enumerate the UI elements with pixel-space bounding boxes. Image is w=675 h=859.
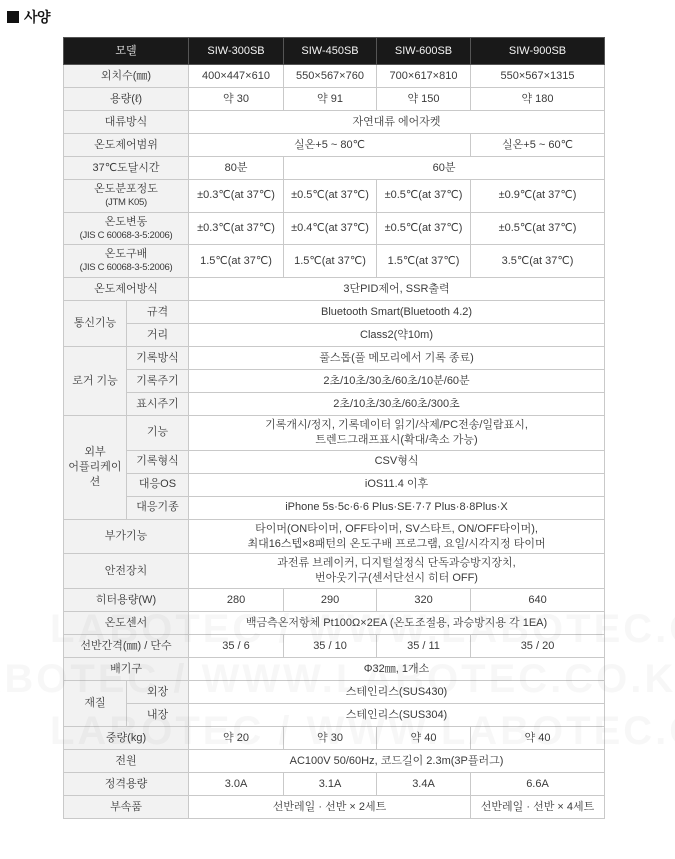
spec-sublabel: 내장 — [127, 704, 189, 727]
table-row-header — [64, 38, 605, 65]
spec-value: 약 40 — [377, 727, 471, 750]
spec-value: 1.5℃(at 37℃) — [284, 245, 377, 278]
spec-value: 약 150 — [377, 88, 471, 111]
spec-value-line1: 타이머(ON타이머, OFF타이머, SV스타트, ON/OFF타이머), — [255, 522, 538, 535]
spec-value: 3.1A — [284, 773, 377, 796]
spec-value: 2초/10초/30초/60초/300초 — [189, 392, 605, 415]
spec-value: 280 — [189, 589, 284, 612]
spec-value: 3.4A — [377, 773, 471, 796]
spec-value: 60분 — [284, 157, 605, 180]
table-row-comm-spec — [64, 300, 605, 323]
spec-label: 37℃도달시간 — [64, 157, 189, 180]
spec-label: 온도센서 — [64, 612, 189, 635]
table-row-safety — [64, 554, 605, 589]
table-row-logger-method — [64, 346, 605, 369]
spec-value: 80분 — [189, 157, 284, 180]
spec-value: ±0.5℃(at 37℃) — [377, 212, 471, 245]
spec-sublabel: 외장 — [127, 681, 189, 704]
spec-group-label: 재질 — [64, 681, 127, 727]
spec-label: 부속품 — [64, 796, 189, 819]
spec-group-label: 통신기능 — [64, 300, 127, 346]
spec-value: Φ32㎜, 1개소 — [189, 658, 605, 681]
spec-value: 약 30 — [189, 88, 284, 111]
spec-value: 자연대류 에어자켓 — [189, 111, 605, 134]
table-row-capacity — [64, 88, 605, 111]
table-row-heater — [64, 589, 605, 612]
table-row-exhaust — [64, 658, 605, 681]
spec-value: 550×567×760 — [284, 65, 377, 88]
spec-value: AC100V 50/60Hz, 코드길이 2.3m(3P플러그) — [189, 750, 605, 773]
spec-sublabel: 기록주기 — [127, 369, 189, 392]
spec-group-label — [64, 415, 127, 519]
spec-label — [64, 212, 189, 245]
spec-value: 3단PID제어, SSR출력 — [189, 277, 605, 300]
spec-value: 550×567×1315 — [471, 65, 605, 88]
spec-value: 320 — [377, 589, 471, 612]
spec-value — [189, 519, 605, 554]
header-model-label: 모델 — [64, 38, 189, 65]
spec-label: 전원 — [64, 750, 189, 773]
spec-value: 2초/10초/30초/60초/10분/60분 — [189, 369, 605, 392]
spec-value: 실온+5 ~ 60℃ — [471, 134, 605, 157]
section-title-label: 사양 — [24, 9, 51, 25]
spec-value: 약 40 — [471, 727, 605, 750]
spec-label: 부가기능 — [64, 519, 189, 554]
spec-label: 온도제어범위 — [64, 134, 189, 157]
spec-value: 640 — [471, 589, 605, 612]
spec-label-sub: (JIS C 60068-3-5:2006) — [79, 262, 173, 274]
spec-value-line1: 기록개시/정지, 기록데이터 읽기/삭제/PC전송/일람표시, — [265, 418, 528, 431]
table-row-dimensions — [64, 65, 605, 88]
spec-value: 290 — [284, 589, 377, 612]
spec-value: iOS11.4 이후 — [189, 473, 605, 496]
spec-sublabel: 대응기종 — [127, 496, 189, 519]
spec-value: 1.5℃(at 37℃) — [377, 245, 471, 278]
spec-label: 선반간격(㎜) / 단수 — [64, 635, 189, 658]
table-row-app-functions — [64, 415, 605, 450]
spec-sublabel: 기능 — [127, 415, 189, 450]
spec-value: 1.5℃(at 37℃) — [189, 245, 284, 278]
table-row-rated-current — [64, 773, 605, 796]
spec-label: 정격용량 — [64, 773, 189, 796]
spec-value: ±0.5℃(at 37℃) — [471, 212, 605, 245]
spec-value: Bluetooth Smart(Bluetooth 4.2) — [189, 300, 605, 323]
spec-label: 안전장치 — [64, 554, 189, 589]
spec-value: 35 / 10 — [284, 635, 377, 658]
spec-sublabel: 거리 — [127, 323, 189, 346]
spec-value: 실온+5 ~ 80℃ — [189, 134, 471, 157]
table-row-time-to-37 — [64, 157, 605, 180]
spec-value: 35 / 20 — [471, 635, 605, 658]
header-model-900: SIW-900SB — [471, 38, 605, 65]
spec-value: ±0.4℃(at 37℃) — [284, 212, 377, 245]
section-title — [7, 7, 675, 27]
spec-value: 선반레일 · 선반 × 4세트 — [471, 796, 605, 819]
spec-label: 용량(ℓ) — [64, 88, 189, 111]
spec-value: 선반레일 · 선반 × 2세트 — [189, 796, 471, 819]
spec-label-main: 온도분포정도 — [94, 183, 158, 195]
spec-label: 온도제어방식 — [64, 277, 189, 300]
table-row-app-os — [64, 473, 605, 496]
spec-group-label: 로거 기능 — [64, 346, 127, 415]
spec-label-sub: (JIS C 60068-3-5:2006) — [79, 229, 173, 241]
spec-value: ±0.3℃(at 37℃) — [189, 212, 284, 245]
header-model-300: SIW-300SB — [189, 38, 284, 65]
spec-value: ±0.9℃(at 37℃) — [471, 180, 605, 213]
spec-value: 풀스톱(풀 메모리에서 기록 종료) — [189, 346, 605, 369]
table-row-accessories — [64, 796, 605, 819]
table-row-comm-distance — [64, 323, 605, 346]
spec-sublabel: 기록형식 — [127, 450, 189, 473]
spec-label-main: 온도구배 — [104, 248, 148, 261]
spec-value: 6.6A — [471, 773, 605, 796]
table-row-weight — [64, 727, 605, 750]
spec-value-line1: 과전류 브레이커, 디지털설정식 단독과승방지장치, — [277, 557, 516, 570]
spec-table — [63, 37, 605, 819]
title-square-icon — [7, 11, 19, 23]
spec-value: Class2(약10m) — [189, 323, 605, 346]
spec-value: ±0.3℃(at 37℃) — [189, 180, 284, 213]
spec-value: 백금측온저항체 Pt100Ω×2EA (온도조절용, 과승방지용 각 1EA) — [189, 612, 605, 635]
spec-group-label-line1: 외부 — [84, 446, 106, 459]
table-row-material-exterior — [64, 681, 605, 704]
spec-label: 히터용량(W) — [64, 589, 189, 612]
spec-label: 배기구 — [64, 658, 189, 681]
header-model-450: SIW-450SB — [284, 38, 377, 65]
spec-value: 약 30 — [284, 727, 377, 750]
spec-value: 스테인리스(SUS304) — [189, 704, 605, 727]
spec-label: 외치수(㎜) — [64, 65, 189, 88]
spec-value: 400×447×610 — [189, 65, 284, 88]
spec-value: 35 / 6 — [189, 635, 284, 658]
spec-value: iPhone 5s·5c·6·6 Plus·SE·7·7 Plus·8·8Plus·X — [189, 496, 605, 519]
spec-label-main: 온도변동 — [104, 215, 148, 228]
table-row-app-devices — [64, 496, 605, 519]
spec-value: ±0.5℃(at 37℃) — [284, 180, 377, 213]
spec-value: 약 180 — [471, 88, 605, 111]
spec-value: 3.5℃(at 37℃) — [471, 245, 605, 278]
table-row-logger-record-cycle — [64, 369, 605, 392]
spec-value-line2: 트렌드그래프표시(확대/축소 가능) — [315, 433, 478, 446]
spec-sublabel: 기록방식 — [127, 346, 189, 369]
table-row-power — [64, 750, 605, 773]
spec-value: 35 / 11 — [377, 635, 471, 658]
spec-value — [189, 554, 605, 589]
spec-value: CSV형식 — [189, 450, 605, 473]
spec-label — [64, 245, 189, 278]
table-row-temp-gradient — [64, 245, 605, 278]
spec-value: 약 20 — [189, 727, 284, 750]
spec-value: 3.0A — [189, 773, 284, 796]
table-row-temp-control — [64, 277, 605, 300]
spec-value-line2: 최대16스텝×8패턴의 온도구배 프로그램, 요일/시각지정 타이머 — [247, 537, 546, 550]
spec-label: 중량(kg) — [64, 727, 189, 750]
spec-value: 700×617×810 — [377, 65, 471, 88]
table-row-logger-display-cycle — [64, 392, 605, 415]
spec-label — [64, 180, 189, 213]
spec-value: 약 91 — [284, 88, 377, 111]
spec-value: ±0.5℃(at 37℃) — [377, 180, 471, 213]
spec-label-sub: (JTM K05) — [105, 196, 147, 208]
table-row-shelf — [64, 635, 605, 658]
table-row-convection — [64, 111, 605, 134]
spec-sublabel: 대응OS — [127, 473, 189, 496]
spec-sublabel: 규격 — [127, 300, 189, 323]
spec-label: 대류방식 — [64, 111, 189, 134]
table-row-material-interior — [64, 704, 605, 727]
table-row-app-format — [64, 450, 605, 473]
spec-value-line2: 번아웃기구(센서단선시 히터 OFF) — [315, 572, 478, 585]
table-row-temp-distribution — [64, 180, 605, 213]
table-row-temp-fluctuation — [64, 212, 605, 245]
table-row-sensor — [64, 612, 605, 635]
header-model-600: SIW-600SB — [377, 38, 471, 65]
table-row-extra-functions — [64, 519, 605, 554]
table-row-temp-range — [64, 134, 605, 157]
spec-group-label-line2: 어플리케이션 — [68, 460, 122, 488]
spec-sublabel: 표시주기 — [127, 392, 189, 415]
spec-value — [189, 415, 605, 450]
spec-value: 스테인리스(SUS430) — [189, 681, 605, 704]
